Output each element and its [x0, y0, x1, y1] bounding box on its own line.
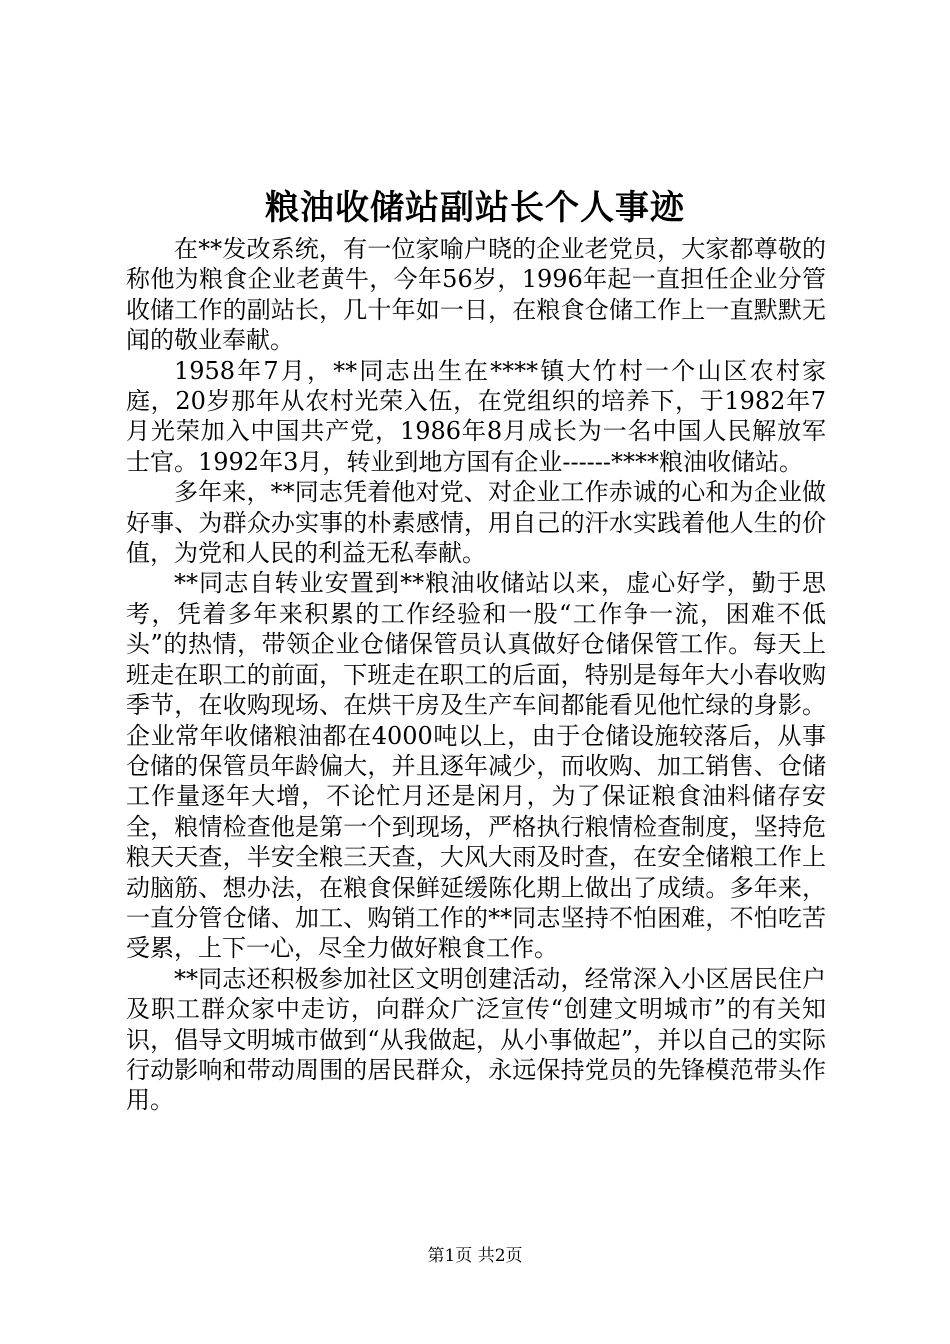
paragraph-4: **同志自转业安置到**粮油收储站以来，虚心好学，勤于思考，凭着多年来积累的工作经验和一股“工作争一流，困难不低头”的热情，带领企业仓储保管员认真做好仓储保管工作。每天上班走在职工的前面，下班走在职工的后面，特别是每年大小春收购季节，在收购现场、在烘干房及生产车间都能看见他忙绿的身影。企业常年收储粮油都在4000吨以上，由于仓储设施较落后，从事仓储的保管员年龄偏大，并且逐年减少，而收购、加工销售、仓储工作量逐年大增，不论忙月还是闲月，为了保证粮食油料储存安全，粮情检查他是第一个到现场，严格执行粮情检查制度，坚持危粮天天查，半安全粮三天查，大风大雨及时查，在安全储粮工作上动脑筋、想办法，在粮食保鲜延缓陈化期上做出了成绩。多年来，一直分管仓储、加工、购销工作的**同志坚持不怕困难，不怕吃苦受累，上下一心，尽全力做好粮食工作。 — [126, 569, 826, 963]
page-number-footer: 第1页 共2页 — [427, 1246, 523, 1266]
paragraph-1: 在**发改系统，有一位家喻户晓的企业老党员，大家都尊敬的称他为粮食企业老黄牛，今年56岁，1996年起一直担任企业分管收储工作的副站长，几十年如一日，在粮食仓储工作上一直默默无闻的敬业奉献。 — [126, 235, 826, 355]
paragraph-5: **同志还积极参加社区文明创建活动，经常深入小区居民住户及职工群众家中走访，向群众广泛宣传“创建文明城市”的有关知识，倡导文明城市做到“从我做起，从小事做起”，并以自己的实际行动影响和带动周围的居民群众，永远保持党员的先锋模范带头作用。 — [126, 964, 826, 1115]
document-body — [126, 234, 826, 1116]
document-title: 粮油收储站副站长个人事迹 — [265, 188, 685, 228]
paragraph-3: 多年来，**同志凭着他对党、对企业工作赤诚的心和为企业做好事、为群众办实事的朴素感情，用自己的汗水实践着他人生的价值，为党和人民的利益无私奉献。 — [126, 478, 826, 568]
paragraph-2: 1958年7月，**同志出生在****镇大竹村一个山区农村家庭，20岁那年从农村光荣入伍，在党组织的培养下，于1982年7月光荣加入中国共产党，1986年8月成长为一名中国人民解放军士官。1992年3月，转业到地方国有企业------****粮油收储站。 — [126, 356, 826, 476]
